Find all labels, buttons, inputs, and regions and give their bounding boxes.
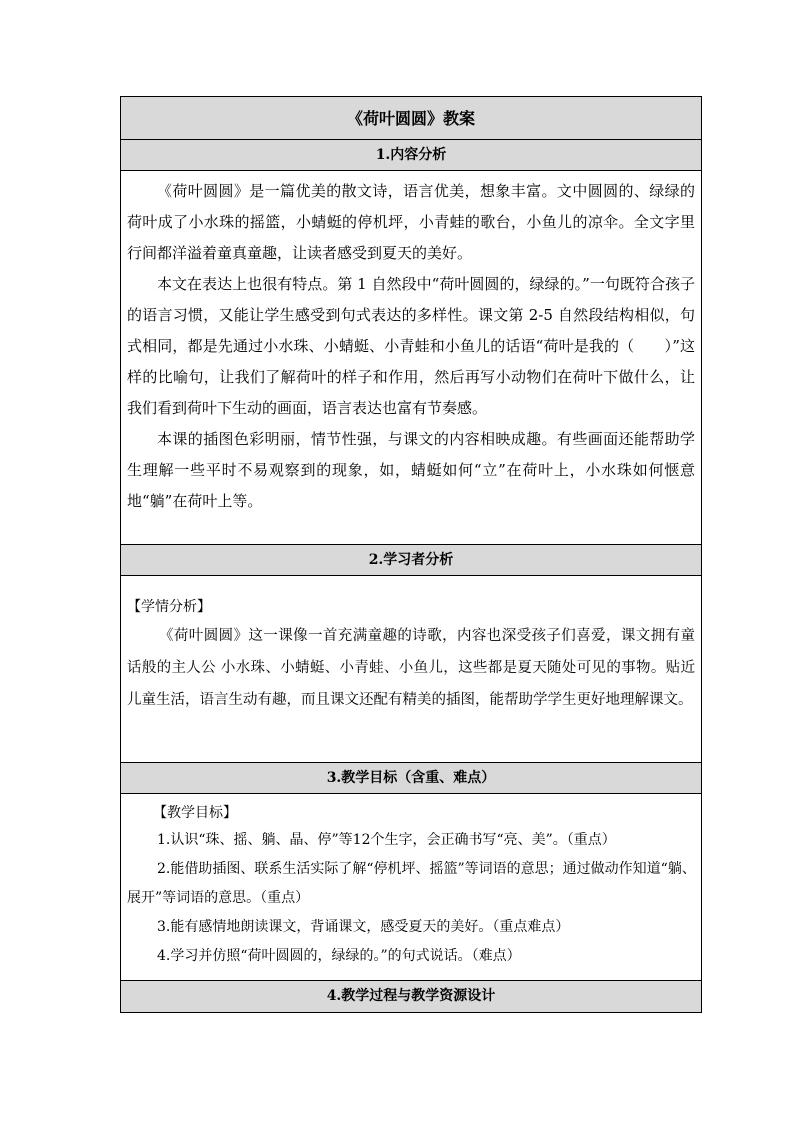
goal-item: 4.学习并仿照“荷叶圆圆的，绿绿的。”的句式说话。（难点） [157,948,521,964]
section-heading-learner-analysis: 2.学习者分析 [121,545,701,576]
document-title: 《荷叶圆圆》教案 [121,97,701,140]
learner-analysis-body [121,576,701,763]
content-paragraph: 《荷叶圆圆》是一篇优美的散文诗，语言优美，想象丰富。文中圆圆的、绿绿的荷叶成了小水珠的摇篮，小蜻蜓的停机坪，小青蛙的歌台，小鱼儿的凉伞。全文字里行间都洋溢着童真童趣，让读者感受到夏天的美好。 [127,182,695,262]
content-paragraph: 本课的插图色彩明丽，情节性强，与课文的内容相映成趣。有些画面还能帮助学生理解一些平时不易观察到的现象，如，蜻蜓如何“立”在荷叶上，小水珠如何惬意地“躺”在荷叶上等。 [127,430,695,510]
goal-item: 2.能借助插图、联系生活实际了解“停机坪、摇篮”等词语的意思；通过做动作知道“躺、展开”等词语的意思。（重点） [127,861,696,906]
section-heading-content-analysis: 1.内容分析 [121,140,701,171]
section-heading-teaching-goals: 3.教学目标（含重、难点） [121,763,701,794]
lesson-plan-table [120,96,702,1013]
goal-item: 1.认识“珠、摇、躺、晶、停”等12个生字，会正确书写“亮、美”。（重点） [157,832,616,848]
section-heading-teaching-process: 4.教学过程与教学资源设计 [121,981,701,1012]
content-analysis-body [121,171,701,545]
content-paragraph: 本文在表达上也很有特点。第 1 自然段中“荷叶圆圆的，绿绿的。”一句既符合孩子的语言习惯，又能让学生感受到句式表达的多样性。课文第 2-5 自然段结构相似，句式相同，都是先通过小水珠、小蜻蜓、小青蛙和小鱼儿的话语“荷叶是我的（ ）”这样的比喻句，让我们了解荷叶的样子和作用，然后再写小动物们在荷叶下做什么，让我们看到荷叶下生动的画面，语言表达也富有节奏感。 [127,275,695,417]
learner-analysis-text: 《荷叶圆圆》这一课像一首充满童趣的诗歌，内容也深受孩子们喜爱，课文拥有童话般的主人公 小水珠、小蜻蜓、小青蛙、小鱼儿，这些都是夏天随处可见的事物。贴近儿童生活，语言生动有趣，而且课文还配有精美的插图，能帮助学学生更好地理解课文。 [127,628,695,708]
teaching-goals-body [121,794,701,981]
goal-item: 3.能有感情地朗读课文，背诵课文，感受夏天的美好。（重点难点） [157,919,570,935]
teaching-goals-label: 【教学目标】 [153,805,237,821]
learner-analysis-label: 【学情分析】 [127,599,211,615]
